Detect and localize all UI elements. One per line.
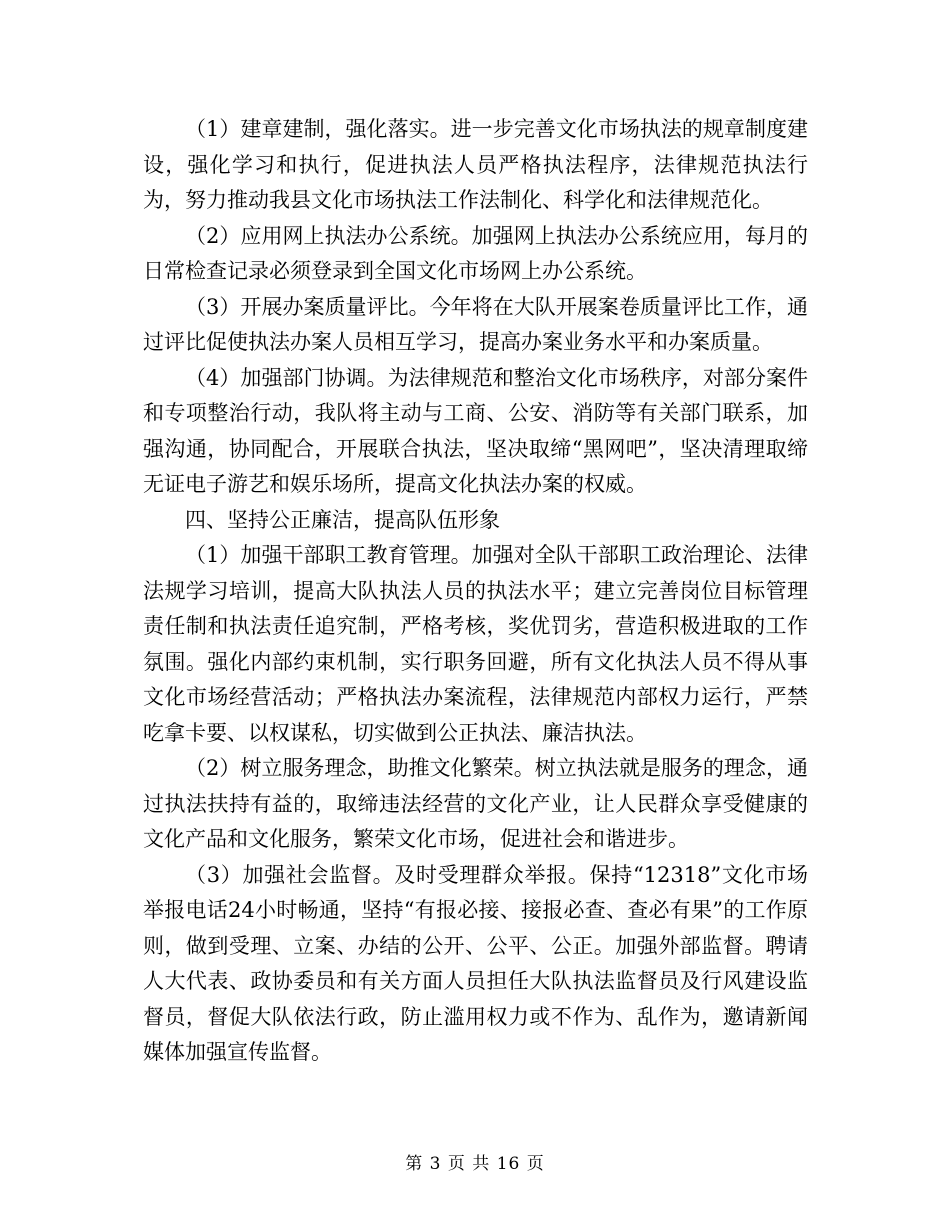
paragraph-service-concept: （2）树立服务理念，助推文化繁荣。树立执法就是服务的理念，通过执法扶持有益的，取缔违法经营的文化产业，让人民群众享受健康的文化产品和文化服务，繁荣文化市场，促进社会和谐进步。 — [143, 756, 808, 851]
paragraph-staff-education: （1）加强干部职工教育管理。加强对全队干部职工政治理论、法律法规学习培训，提高大队执法人员的执法水平；建立完善岗位目标管理责任制和执法责任追究制，严格考核，奖优罚劣，营造积极进取的工作氛围。强化内部约束机制，实行职务回避，所有文化执法人员不得从事文化市场经营活动；严格执法办案流程，法律规范内部权力运行，严禁吃拿卡要、以权谋私，切实做到公正执法、廉洁执法。 — [143, 543, 808, 745]
paragraph-social-supervision: （3）加强社会监督。及时受理群众举报。保持“12318”文化市场举报电话24小时畅通，坚持“有报必接、接报必查、查必有果”的工作原则，做到受理、立案、办结的公开、公平、公正。加强外部监督。聘请人大代表、政协委员和有关方面人员担任大队执法监督员及行风建设监督员，督促大队依法行政，防止滥用权力或不作为、乱作为，邀请新闻媒体加强宣传监督。 — [143, 862, 808, 1064]
paragraph-case-quality: （3）开展办案质量评比。今年将在大队开展案卷质量评比工作，通过评比促使执法办案人员相互学习，提高办案业务水平和办案质量。 — [143, 294, 808, 354]
page-number-footer: 第 3 页 共 16 页 — [405, 1154, 545, 1174]
document-body — [143, 112, 808, 1071]
section-heading-integrity: 四、坚持公正廉洁，提高队伍形象 — [185, 507, 500, 532]
paragraph-regulations: （1）建章建制，强化落实。进一步完善文化市场执法的规章制度建设，强化学习和执行，促进执法人员严格执法程序，法律规范执法行为，努力推动我县文化市场执法工作法制化、科学化和法律规范化。 — [143, 117, 808, 212]
paragraph-department-coordination: （4）加强部门协调。为法律规范和整治文化市场秩序，对部分案件和专项整治行动，我队将主动与工商、公安、消防等有关部门联系，加强沟通，协同配合，开展联合执法，坚决取缔“黑网吧”，坚决清理取缔无证电子游艺和娱乐场所，提高文化执法办案的权威。 — [143, 365, 808, 496]
paragraph-online-office: （2）应用网上执法办公系统。加强网上执法办公系统应用，每月的日常检查记录必须登录到全国文化市场网上办公系统。 — [143, 223, 808, 283]
